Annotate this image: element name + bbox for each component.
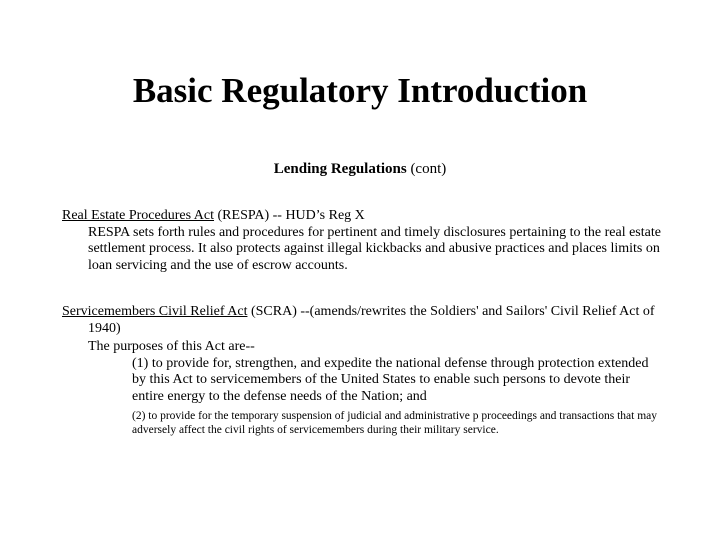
respa-section [62, 208, 662, 274]
subtitle-bold: Lending Regulations [273, 161, 407, 177]
subtitle-suffix: (cont) [406, 161, 447, 177]
respa-description: RESPA sets forth rules and procedures for pertinent and timely disclosures pertaining to the real estate settlement process. It also protects against illegal kickbacks and abusive practices and places limits on loan servicing and the use of escrow accounts. [88, 224, 661, 273]
scra-act-name: Servicemembers Civil Relief Act [62, 304, 248, 319]
scra-purposes-intro: The purposes of this Act are-- [88, 339, 255, 354]
scra-heading-rest: (SCRA) --(amends/rewrites the Soldiers' and Sailors' Civil Relief Act of 1940) [88, 304, 655, 336]
scra-heading [62, 304, 662, 337]
scra-purpose-2: (2) to provide for the temporary suspension of judicial and administrative p proceedings and transactions that may adversely affect the civil rights of servicemembers during their military service. [132, 410, 658, 436]
slide-subtitle [0, 160, 720, 178]
respa-heading [62, 208, 662, 225]
scra-purpose-1: (1) to provide for, strengthen, and expedite the national defense through protection extended by this Act to servicemembers of the United States to enable such persons to devote their entire energy to the defense needs of the Nation; and [132, 355, 649, 404]
respa-heading-rest: (RESPA) -- HUD’s Reg X [214, 208, 365, 223]
scra-section [62, 304, 662, 437]
slide-title: Basic Regulatory Introduction [132, 71, 588, 110]
respa-act-name: Real Estate Procedures Act [62, 208, 215, 223]
